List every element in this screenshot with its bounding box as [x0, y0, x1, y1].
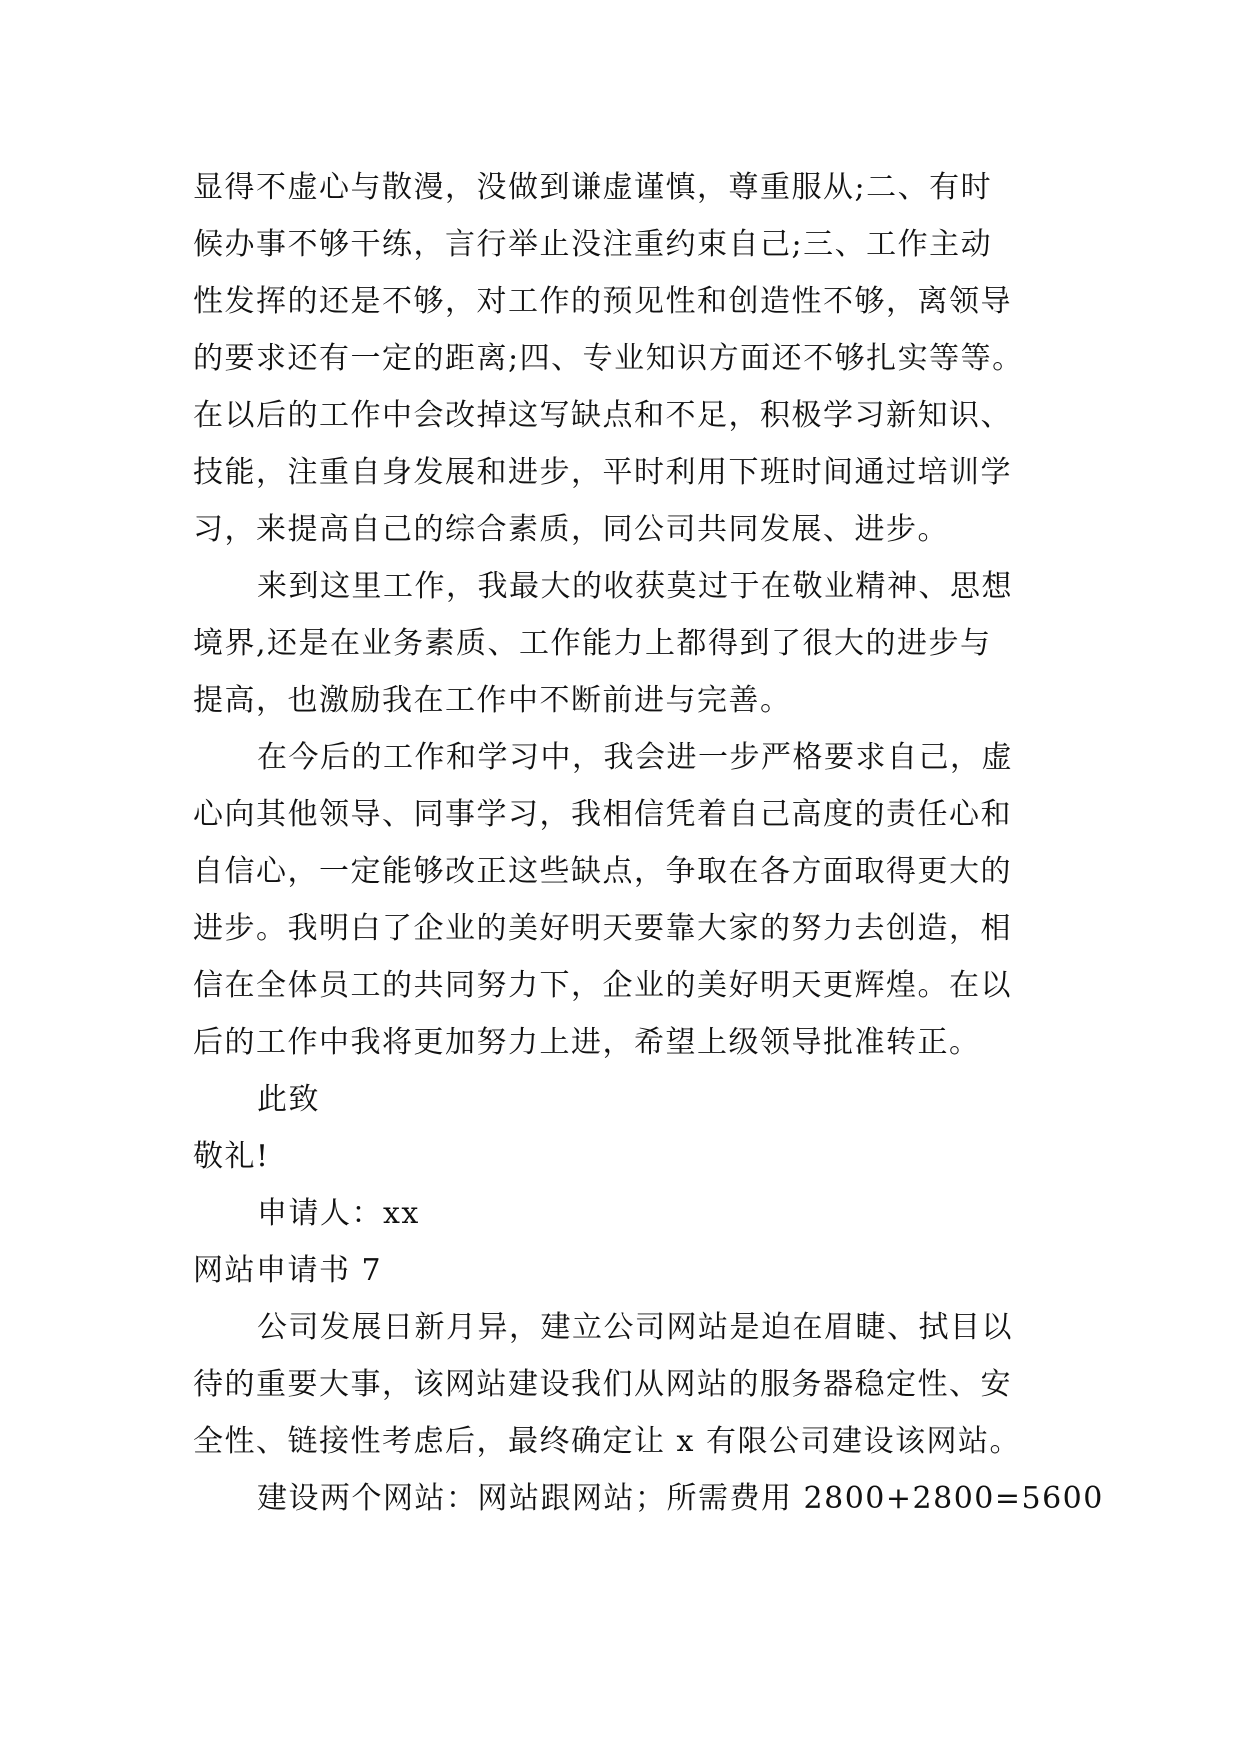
text-line: 自信心，一定能够改正这些缺点，争取在各方面取得更大的: [193, 854, 1012, 889]
text-line: 申请人：xx: [257, 1196, 420, 1231]
text-line: 心向其他领导、同事学习，我相信凭着自己高度的责任心和: [193, 797, 1012, 832]
text-line: 此致: [257, 1082, 320, 1117]
text-line: 显得不虚心与散漫，没做到谦虚谨慎，尊重服从;二、有时: [193, 170, 993, 205]
text-line: 性发挥的还是不够，对工作的预见性和创造性不够，离领导: [193, 284, 1012, 319]
text-line: 候办事不够干练，言行举止没注重约束自己;三、工作主动: [193, 227, 993, 262]
text-line: 习，来提高自己的综合素质，同公司共同发展、进步。: [193, 512, 949, 547]
text-line: 全性、链接性考虑后，最终确定让 x 有限公司建设该网站。: [193, 1424, 1021, 1459]
text-line: 的要求还有一定的距离;四、专业知识方面还不够扎实等等。: [193, 341, 1024, 376]
text-line: 待的重要大事，该网站建设我们从网站的服务器稳定性、安: [193, 1367, 1012, 1402]
text-line: 来到这里工作，我最大的收获莫过于在敬业精神、思想: [257, 569, 1013, 604]
text-line: 在今后的工作和学习中，我会进一步严格要求自己，虚: [257, 740, 1013, 775]
text-line: 技能，注重自身发展和进步，平时利用下班时间通过培训学: [193, 455, 1012, 490]
text-line: 后的工作中我将更加努力上进，希望上级领导批准转正。: [193, 1025, 981, 1060]
text-line: 境界,还是在业务素质、工作能力上都得到了很大的进步与: [193, 626, 992, 661]
text-line: 在以后的工作中会改掉这写缺点和不足，积极学习新知识、: [193, 398, 1012, 433]
text-line: 提高，也激励我在工作中不断前进与完善。: [193, 683, 792, 718]
text-line: 建设两个网站：网站跟网站；所需费用 2800+2800=5600: [257, 1481, 1104, 1516]
text-line: 进步。我明白了企业的美好明天要靠大家的努力去创造，相: [193, 911, 1012, 946]
text-line: 公司发展日新月异，建立公司网站是迫在眉睫、拭目以: [257, 1310, 1013, 1345]
text-line: 敬礼!: [193, 1139, 270, 1174]
text-line: 信在全体员工的共同努力下，企业的美好明天更辉煌。在以: [193, 968, 1012, 1003]
section-heading: 网站申请书 7: [193, 1253, 383, 1288]
